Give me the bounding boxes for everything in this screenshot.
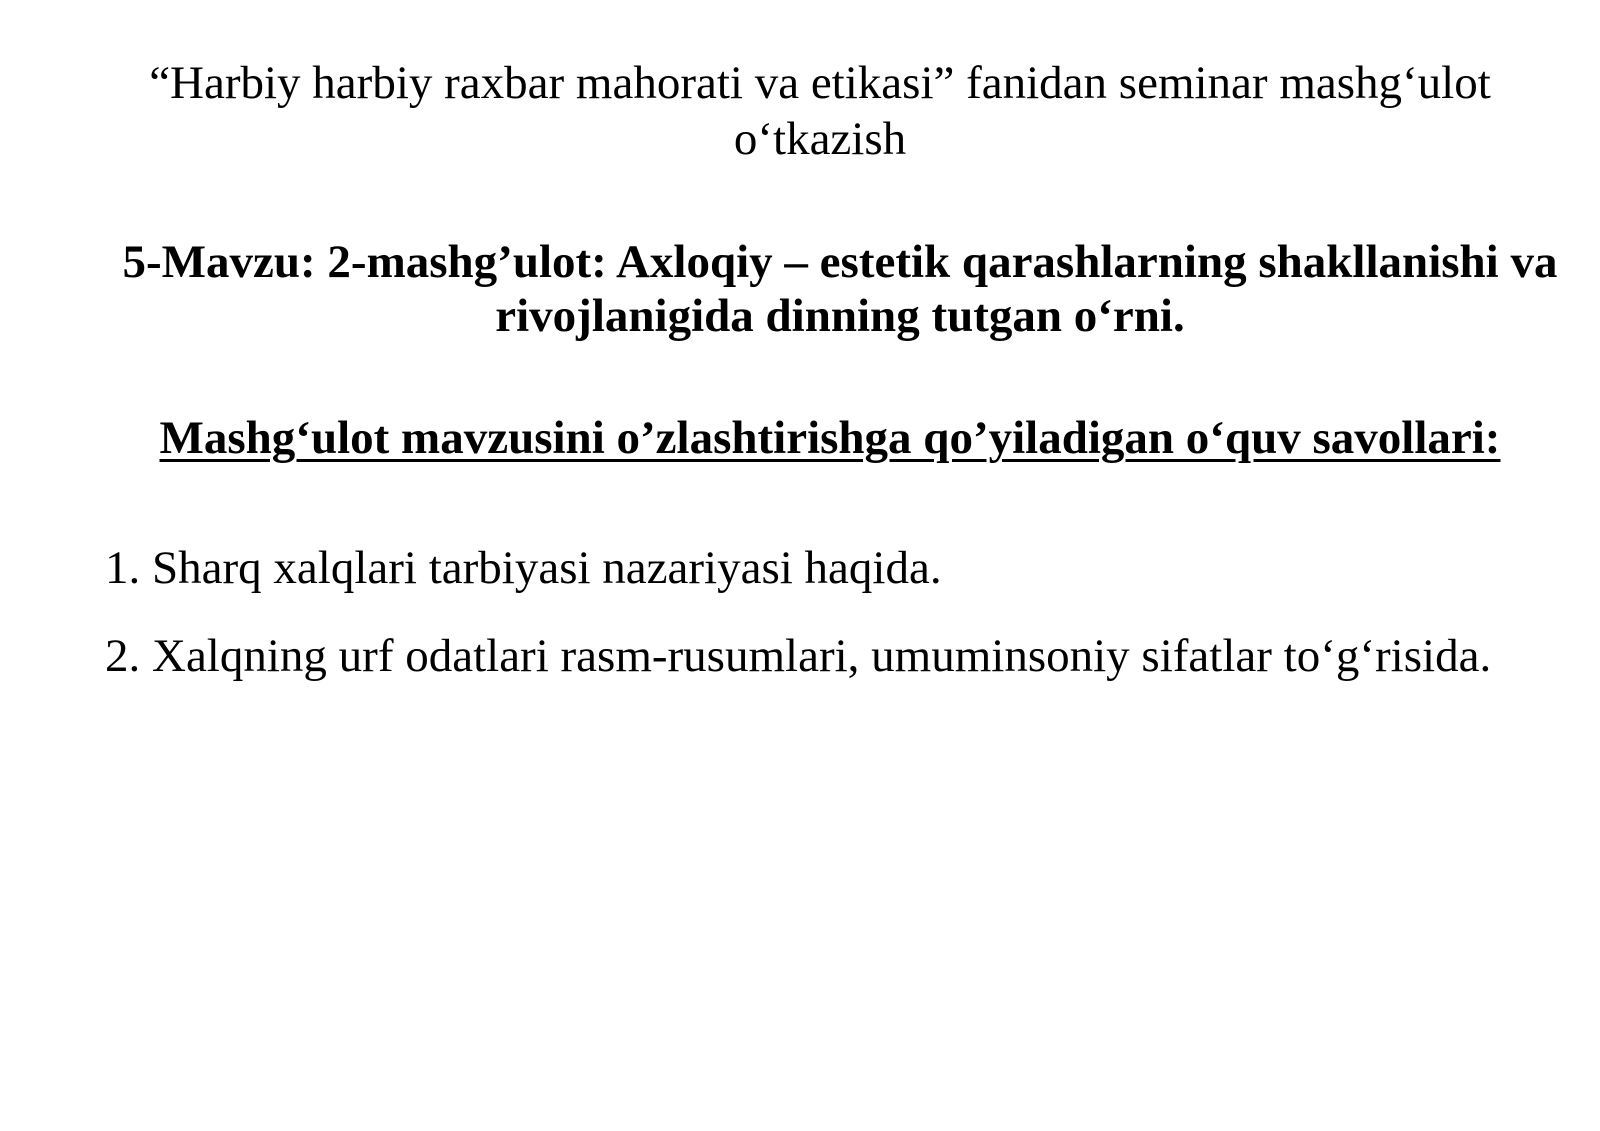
- topic-heading: 5-Mavzu: 2-mashg’ulot: Axloqiy – estetik qarashlarning shakllanishi va rivojlanigida dinning tutgan o‘rni.: [122, 236, 1558, 342]
- list-item: 1. Sharq xalqlari tarbiyasi nazariyasi haqida.: [105, 542, 942, 594]
- slide-title: “Harbiy harbiy raxbar mahorati va etikasi” fanidan seminar mashg‘ulot o‘tkazish: [149, 57, 1491, 165]
- questions-list: [105, 540, 1585, 716]
- questions-heading: Mashg‘ulot mavzusini o’zlashtirishga qo’yiladigan o‘quv savollari:: [159, 412, 1501, 464]
- list-item: 2. Xalqning urf odatlari rasm-rusumlari, umuminsoniy sifatlar to‘g‘risida.: [105, 630, 1492, 682]
